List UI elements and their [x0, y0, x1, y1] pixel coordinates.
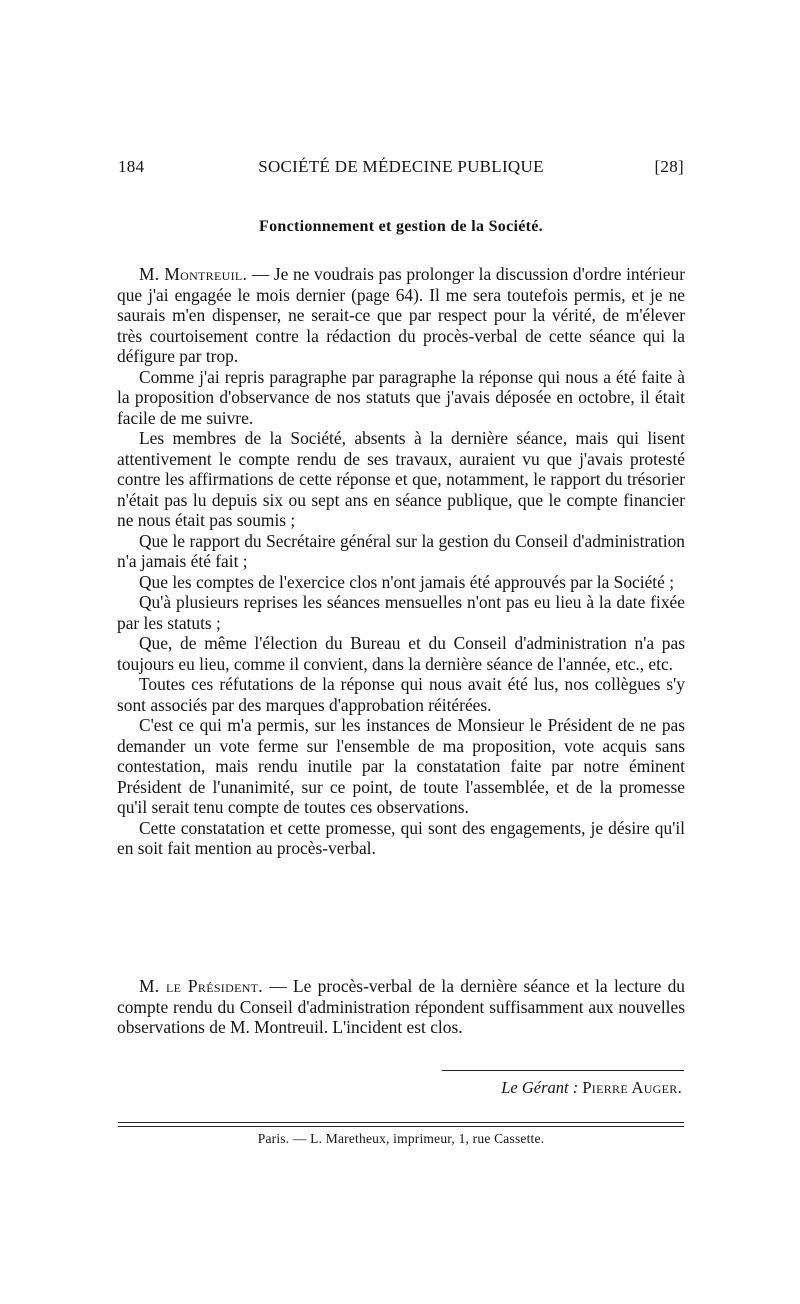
paragraph: Qu'à plusieurs reprises les séances mensuelles n'ont pas eu lieu à la date fixée par les statuts ; — [117, 592, 685, 633]
paragraph — [117, 976, 685, 1038]
paragraph: Comme j'ai repris paragraphe par paragraphe la réponse qui nous a été faite à la proposition d'observance de nos statuts que j'avais déposée en octobre, il était facile de me suivre. — [117, 366, 685, 428]
imprint-rule — [118, 1122, 684, 1127]
paragraph — [117, 264, 685, 367]
speech-president — [117, 976, 685, 1038]
signoff-label: Le Gérant : — [501, 1078, 579, 1097]
paragraph: Les membres de la Société, absents à la dernière séance, mais qui lisent attentivement le compte rendu de ses travaux, auraient vu que j'avais protesté contre les affirmations de cette réponse et que, notamment, le rapport du trésorier n'était pas lu depuis six ou sept ans en séance publique, que le compte financier ne nous était pas soumis ; — [117, 428, 685, 530]
paragraph: Que les comptes de l'exercice clos n'ont jamais été approuvés par la Société ; — [139, 571, 675, 592]
paragraph-text: — Je ne voudrais pas prolonger la discussion d'ordre intérieur que j'ai engagée le mois dernier (page 64). Il me sera toutefois permis, et je ne saurais m'en dispenser, ne serait-ce que par respect pour la vérité, de m'élever très courtoisement contre la rédaction du procès-verbal de cette séance qui la défigure par trop. — [117, 264, 686, 366]
speaker-name: M. Montreuil. — [139, 264, 248, 284]
signoff-rule — [442, 1070, 684, 1071]
paragraph: Cette constatation et cette promesse, qui sont des engagements, je désire qu'il en soit fait mention au procès-verbal. — [117, 817, 685, 858]
paragraph-text: — Le procès-verbal de la dernière séance et la lecture du compte rendu du Conseil d'administration répondent suffisamment aux nouvelles observations de M. Montreuil. L'incident est clos. — [117, 976, 686, 1037]
paragraph: Que le rapport du Secrétaire général sur la gestion du Conseil d'administration n'a jamais été fait ; — [117, 530, 685, 571]
paragraph: Toutes ces réfutations de la réponse qui nous avait été lus, nos collègues s'y sont associés par des marques d'approbation réitérées. — [117, 674, 685, 715]
section-title: Fonctionnement et gestion de la Société. — [259, 218, 543, 235]
signoff — [501, 1078, 682, 1098]
paragraph: Que, de même l'élection du Bureau et du Conseil d'administration n'a pas toujours eu lieu, comme il convient, dans la dernière séance de l'année, etc., etc. — [117, 633, 685, 674]
printer-imprint: Paris. — L. Maretheux, imprimeur, 1, rue Cassette. — [257, 1131, 545, 1146]
signature-mark: [28] — [654, 157, 684, 176]
running-title: SOCIÉTÉ DE MÉDECINE PUBLIQUE — [258, 157, 544, 176]
speech-montreuil — [117, 264, 685, 859]
speaker-name: M. le Président. — [139, 976, 263, 996]
running-header — [118, 157, 684, 179]
signoff-name: Pierre Auger. — [582, 1078, 682, 1097]
paragraph: C'est ce qui m'a permis, sur les instances de Monsieur le Président de ne pas demander un vote ferme sur l'ensemble de ma proposition, vote acquis sans contestation, mais rendu inutile par la constatation faite par notre éminent Président de l'unanimité, sur ce point, de toute l'assemblée, et de la promesse qu'il serait tenu compte de toutes ces observations. — [117, 715, 685, 817]
page-number: 184 — [118, 157, 145, 176]
